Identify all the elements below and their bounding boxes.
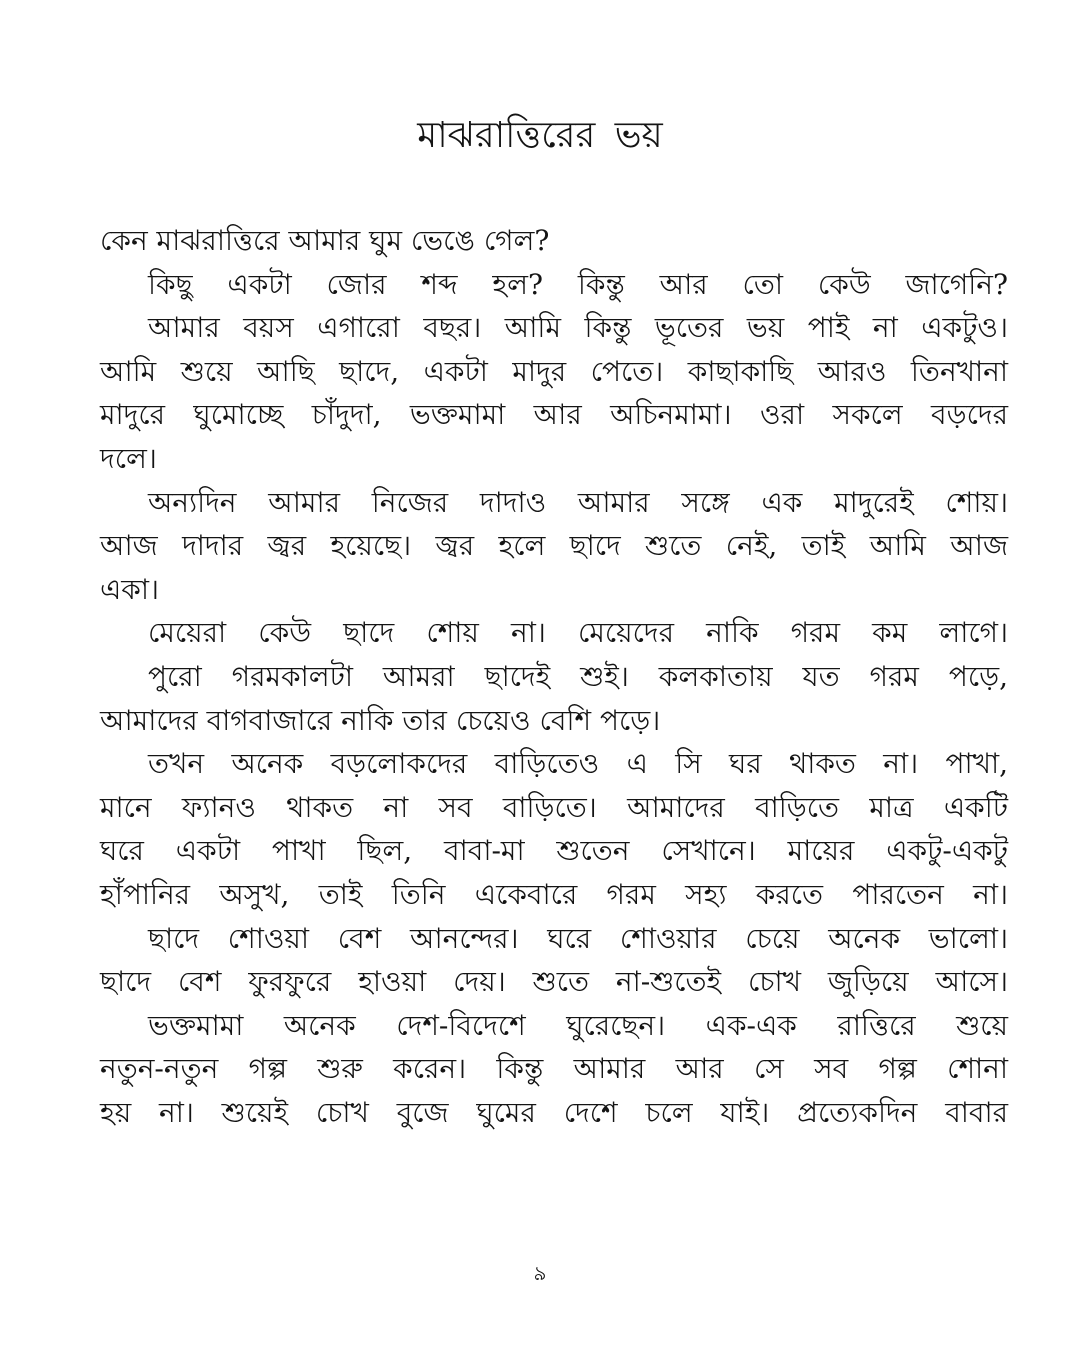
text-line: ছাদে শোওয়া বেশ আনন্দের। ঘরে শোওয়ার চেয়ে অনেক ভালো। — [148, 921, 1008, 955]
chapter-title: মাঝরাত্তিরের ভয় — [417, 115, 663, 156]
text-line: মানে ফ্যানও থাকত না সব বাড়িতে। আমাদের বাড়িতে মাত্র একটি — [100, 790, 1008, 824]
text-line: ঘরে একটা পাখা ছিল, বাবা-মা শুতেন সেখানে। মায়ের একটু-একটু — [100, 834, 1008, 868]
text-line: একা। — [100, 572, 160, 606]
text-line: হাঁপানির অসুখ, তাই তিনি একেবারে গরম সহ্য করতে পারতেন না। — [100, 877, 1008, 911]
text-line: আমাদের বাগবাজারে নাকি তার চেয়েও বেশি পড়ে। — [100, 703, 661, 737]
text-line: দলে। — [100, 441, 157, 475]
text-line: কিছু একটা জোর শব্দ হল? কিন্তু আর তো কেউ জাগেনি? — [148, 267, 1008, 301]
text-line: আমার বয়স এগারো বছর। আমি কিন্তু ভূতের ভয় পাই না একটুও। — [148, 311, 1008, 345]
text-line: ভক্তমামা অনেক দেশ-বিদেশে ঘুরেছেন। এক-এক রাত্তিরে শুয়ে — [148, 1008, 1008, 1042]
text-line: তখন অনেক বড়লোকদের বাড়িতেও এ সি ঘর থাকত না। পাখা, — [148, 747, 1008, 781]
text-line: মাদুরে ঘুমোচ্ছে চাঁদুদা, ভক্তমামা আর অচিনমামা। ওরা সকলে বড়দের — [100, 398, 1008, 432]
text-line: কেন মাঝরাত্তিরে আমার ঘুম ভেঙে গেল? — [100, 224, 550, 257]
story-text — [100, 219, 1008, 1134]
text-line: আজ দাদার জ্বর হয়েছে। জ্বর হলে ছাদে শুতে নেই, তাই আমি আজ — [100, 529, 1008, 563]
text-line: মেয়েরা কেউ ছাদে শোয় না। মেয়েদের নাকি গরম কম লাগে। — [148, 616, 1008, 650]
text-line: ছাদে বেশ ফুরফুরে হাওয়া দেয়। শুতে না-শুতেই চোখ জুড়িয়ে আসে। — [100, 965, 1008, 999]
page-number: ৯ — [533, 1261, 547, 1285]
text-line: আমি শুয়ে আছি ছাদে, একটা মাদুর পেতে। কাছাকাছি আরও তিনখানা — [100, 354, 1008, 388]
text-line: অন্যদিন আমার নিজের দাদাও আমার সঙ্গে এক মাদুরেই শোয়। — [148, 485, 1008, 519]
text-line: হয় না। শুয়েই চোখ বুজে ঘুমের দেশে চলে যাই। প্রত্যেকদিন বাবার — [100, 1095, 1008, 1129]
text-line: পুরো গরমকালটা আমরা ছাদেই শুই। কলকাতায় যত গরম পড়ে, — [148, 659, 1008, 693]
text-line: নতুন-নতুন গল্প শুরু করেন। কিন্তু আমার আর সে সব গল্প শোনা — [100, 1052, 1008, 1086]
